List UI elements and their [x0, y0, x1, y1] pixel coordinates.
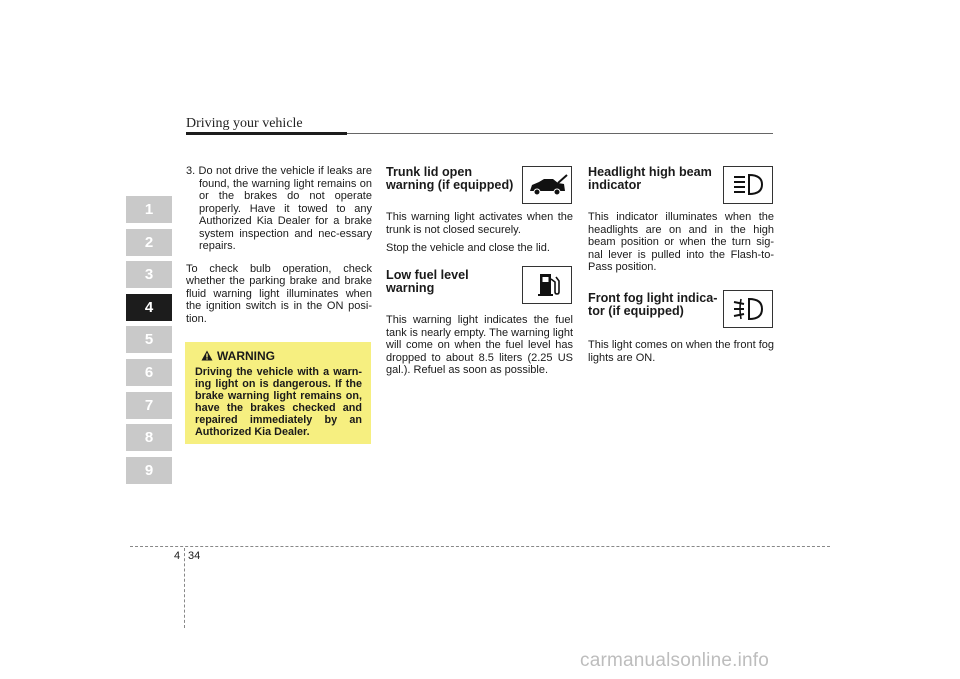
low-fuel-text — [386, 314, 573, 383]
chapter-tab-5[interactable]: 5 — [126, 326, 172, 353]
chapter-number: 4 — [174, 550, 181, 562]
section-title: Driving your vehicle — [186, 116, 303, 131]
high-beam-icon — [724, 167, 772, 203]
trunk-lid-text — [386, 211, 573, 261]
bulb-check-paragraph: To check bulb operation, check whether the parking brake and brake fluid warning light illuminates when the ignition switch is in the ON posi-tion. — [186, 262, 372, 325]
warning-heading — [201, 349, 275, 363]
high-beam-icon-box — [723, 166, 773, 204]
footer-divider — [184, 548, 185, 628]
fuel-pump-icon — [523, 267, 571, 303]
highbeam-paragraph-1: This indicator illuminates when the headlights are on and in the high beam position or when the turn sig-nal lever is pulled into the Flash-to-Pass position. — [588, 211, 774, 273]
column-1 — [186, 165, 372, 331]
fog-paragraph-1: This light comes on when the front fog lights are ON. — [588, 339, 774, 364]
watermark: carmanualsonline.info — [580, 650, 770, 671]
warning-triangle-icon — [201, 350, 213, 361]
trunk-lid-heading — [386, 166, 513, 192]
fog-light-heading — [588, 292, 717, 318]
chapter-tab-9[interactable]: 9 — [126, 457, 172, 484]
chapter-tab-8[interactable]: 8 — [126, 424, 172, 451]
trunk-open-icon — [523, 167, 571, 203]
header-rule-thin — [347, 133, 773, 134]
trunk-paragraph-1: This warning light activates when the trunk is not closed securely. — [386, 211, 573, 236]
fuel-paragraph-1: This warning light indicates the fuel tank is nearly empty. The warning light will come on when the fuel level has dropped to about 8.5 liters (2.25 US gal.). Refuel as soon as possible. — [386, 314, 573, 376]
warning-title: WARNING — [217, 349, 275, 363]
fuel-heading-line1: Low fuel level — [386, 268, 469, 282]
fog-light-text — [588, 339, 774, 370]
chapter-tab-1[interactable]: 1 — [126, 196, 172, 223]
warning-text: Driving the vehicle with a warn-ing light on is dangerous. If the brake warning light remains on, have the brakes checked and repaired immediately by an Authorized Kia Dealer. — [195, 366, 362, 438]
header-rule-thick — [186, 132, 347, 135]
warning-box — [185, 342, 371, 444]
chapter-tab-4[interactable]: 4 — [126, 294, 172, 321]
chapter-tabs — [126, 196, 172, 489]
high-beam-heading — [588, 166, 712, 192]
trunk-icon-box — [522, 166, 572, 204]
trunk-heading-line1: Trunk lid open — [386, 165, 473, 179]
highbeam-heading-line2: indicator — [588, 178, 642, 192]
fuel-heading-line2: warning — [386, 281, 435, 295]
highbeam-heading-line1: Headlight high beam — [588, 165, 712, 179]
page-number: 34 — [188, 550, 201, 562]
fog-heading-line2: tor (if equipped) — [588, 304, 684, 318]
low-fuel-heading — [386, 269, 469, 295]
chapter-tab-6[interactable]: 6 — [126, 359, 172, 386]
chapter-tab-7[interactable]: 7 — [126, 392, 172, 419]
footer-rule — [130, 546, 830, 547]
list-item-3: 3. Do not drive the vehicle if leaks are found, the warning light remains on or the brakes do not operate properly. Have it towed to any Authorized Kia Dealer for a brake system inspection and nec-essary repairs. — [186, 165, 372, 252]
front-fog-light-icon — [724, 291, 772, 327]
trunk-paragraph-2: Stop the vehicle and close the lid. — [386, 242, 550, 254]
fog-heading-line1: Front fog light indica- — [588, 291, 718, 305]
trunk-heading-line2: warning (if equipped) — [386, 178, 514, 192]
fuel-icon-box — [522, 266, 572, 304]
chapter-tab-2[interactable]: 2 — [126, 229, 172, 256]
high-beam-text — [588, 211, 774, 280]
fog-icon-box — [723, 290, 773, 328]
chapter-tab-3[interactable]: 3 — [126, 261, 172, 288]
